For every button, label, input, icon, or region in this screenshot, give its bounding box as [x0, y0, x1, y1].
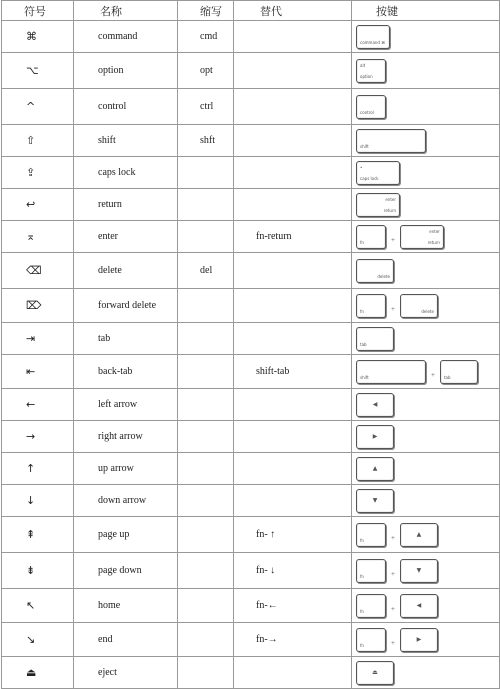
keycap-label: alt: [360, 62, 366, 68]
alt-cell: [234, 657, 352, 689]
abbr-cell: del: [178, 253, 234, 289]
alt-cell: [234, 189, 352, 221]
fn-key: [356, 225, 386, 249]
keys-cell: [352, 485, 500, 517]
abbr-cell: [178, 389, 234, 421]
name-cell: right arrow: [74, 421, 178, 453]
up-arrow-key: [400, 523, 438, 547]
keycap-label: ⏏: [372, 668, 378, 676]
name-cell: back-tab: [74, 355, 178, 389]
symbol-cell: ↖: [2, 589, 74, 623]
table-row: [2, 21, 500, 53]
abbr-cell: [178, 485, 234, 517]
keycap-label: enter: [385, 196, 396, 202]
name-cell: page up: [74, 517, 178, 553]
keycap-label: ▼: [416, 566, 422, 574]
alt-cell: [234, 21, 352, 53]
alt-cell: [234, 53, 352, 89]
symbol-cell: ⇞: [2, 517, 74, 553]
abbr-cell: [178, 189, 234, 221]
keycap-label: shift: [360, 374, 369, 380]
keycap-label: fn: [360, 642, 364, 648]
abbr-cell: cmd: [178, 21, 234, 53]
keys-cell: [352, 221, 500, 253]
keycap-label: delete: [377, 273, 390, 279]
fn-key: [356, 594, 386, 618]
table-row: [2, 289, 500, 323]
keys-cell: [352, 623, 500, 657]
keys-cell: [352, 21, 500, 53]
return-key: [356, 193, 400, 217]
name-cell: enter: [74, 221, 178, 253]
keys-cell: [352, 253, 500, 289]
fn-key: [356, 559, 386, 583]
header-keys: 按键: [352, 1, 500, 21]
alt-cell: [234, 453, 352, 485]
table-body: [2, 21, 500, 689]
name-cell: home: [74, 589, 178, 623]
symbol-cell: ⇤: [2, 355, 74, 389]
keys-cell: [352, 53, 500, 89]
down-arrow-key: [356, 489, 394, 513]
name-cell: delete: [74, 253, 178, 289]
plus-sign: +: [391, 569, 395, 578]
symbol-cell: ⌦: [2, 289, 74, 323]
table-row: [2, 189, 500, 221]
symbol-cell: ⌥: [2, 53, 74, 89]
table-row: [2, 589, 500, 623]
name-cell: up arrow: [74, 453, 178, 485]
abbr-cell: [178, 453, 234, 485]
keycap-label: command ⌘: [360, 39, 386, 45]
keycap-label: ▶: [372, 432, 378, 440]
name-cell: end: [74, 623, 178, 657]
keycap-label: ▶: [416, 635, 422, 643]
alt-cell: fn-←: [234, 589, 352, 623]
keys-cell: [352, 125, 500, 157]
alt-cell: fn-→: [234, 623, 352, 657]
symbol-cell: ^: [2, 89, 74, 125]
command-key: [356, 25, 390, 49]
symbol-cell: ←: [2, 389, 74, 421]
symbol-cell: ⌅: [2, 221, 74, 253]
keycap-label: fn: [360, 608, 364, 614]
plus-sign: +: [391, 604, 395, 613]
symbol-cell: ⇟: [2, 553, 74, 589]
name-cell: tab: [74, 323, 178, 355]
keycap-label: ▼: [372, 496, 378, 504]
shortcut-symbol-table: [1, 0, 500, 689]
table-row: [2, 623, 500, 657]
plus-sign: +: [391, 638, 395, 647]
symbol-cell: ↘: [2, 623, 74, 657]
alt-cell: [234, 485, 352, 517]
keycap-label: ◀: [416, 601, 422, 609]
keycap-label: fn: [360, 537, 364, 543]
header-symbol: 符号: [2, 1, 74, 21]
name-cell: shift: [74, 125, 178, 157]
table-row: [2, 389, 500, 421]
keycap-label: caps lock: [360, 175, 379, 181]
alt-cell: [234, 289, 352, 323]
alt-cell: [234, 125, 352, 157]
symbol-cell: →: [2, 421, 74, 453]
plus-sign: +: [391, 235, 395, 244]
abbr-cell: [178, 657, 234, 689]
symbol-cell: ⇧: [2, 125, 74, 157]
table-row: [2, 517, 500, 553]
symbol-cell: ⇥: [2, 323, 74, 355]
table-row: [2, 53, 500, 89]
shift-key: [356, 360, 426, 384]
table-header-row: [2, 1, 500, 21]
table-row: [2, 657, 500, 689]
plus-sign: +: [391, 533, 395, 542]
keycap-label: fn: [360, 308, 364, 314]
symbol-cell: ⌫: [2, 253, 74, 289]
table-row: [2, 125, 500, 157]
header-name: 名称: [74, 1, 178, 21]
alt-cell: [234, 323, 352, 355]
delete-key: [356, 259, 394, 283]
keycap-label: shift: [360, 143, 369, 149]
alt-cell: [234, 253, 352, 289]
keycap-label: delete: [421, 308, 434, 314]
delete-key: [400, 294, 438, 318]
name-cell: eject: [74, 657, 178, 689]
fn-key: [356, 628, 386, 652]
symbol-cell: ⇪: [2, 157, 74, 189]
abbr-cell: [178, 355, 234, 389]
abbr-cell: [178, 421, 234, 453]
abbr-cell: [178, 553, 234, 589]
table-row: [2, 355, 500, 389]
table-row: [2, 485, 500, 517]
keycap-label: tab: [360, 341, 367, 347]
keycap-label: ◀: [372, 400, 378, 408]
keys-cell: [352, 89, 500, 125]
symbol-cell: ↑: [2, 453, 74, 485]
alt-cell: [234, 389, 352, 421]
symbol-cell: ↩: [2, 189, 74, 221]
abbr-cell: shft: [178, 125, 234, 157]
keys-cell: [352, 589, 500, 623]
left-arrow-key: [400, 594, 438, 618]
table-row: [2, 323, 500, 355]
keys-cell: [352, 157, 500, 189]
keycap-label: enter: [429, 228, 440, 234]
fn-key: [356, 523, 386, 547]
keys-cell: [352, 657, 500, 689]
tab-key: [356, 327, 394, 351]
abbr-cell: [178, 221, 234, 253]
plus-sign: +: [431, 370, 435, 379]
table-row: [2, 89, 500, 125]
keycap-label: fn: [360, 239, 364, 245]
name-cell: option: [74, 53, 178, 89]
keycap-label: control: [360, 109, 374, 115]
abbr-cell: [178, 623, 234, 657]
header-abbr: 缩写: [178, 1, 234, 21]
keys-cell: [352, 453, 500, 485]
left-arrow-key: [356, 393, 394, 417]
name-cell: return: [74, 189, 178, 221]
fn-key: [356, 294, 386, 318]
keys-cell: [352, 517, 500, 553]
symbol-cell: ↓: [2, 485, 74, 517]
table-row: [2, 553, 500, 589]
eject-key: [356, 661, 394, 685]
header-alt: 替代: [234, 1, 352, 21]
alt-cell: [234, 89, 352, 125]
alt-cell: [234, 421, 352, 453]
table-row: [2, 157, 500, 189]
abbr-cell: ctrl: [178, 89, 234, 125]
table-row: [2, 253, 500, 289]
keycap-label: •: [360, 164, 363, 170]
name-cell: forward delete: [74, 289, 178, 323]
keycap-label: return: [427, 239, 440, 245]
name-cell: down arrow: [74, 485, 178, 517]
symbol-cell: ⌘: [2, 21, 74, 53]
return-key: [400, 225, 444, 249]
option-key: [356, 59, 386, 83]
keycap-label: return: [383, 207, 396, 213]
alt-cell: fn- ↓: [234, 553, 352, 589]
keys-cell: [352, 323, 500, 355]
control-key: [356, 95, 386, 119]
plus-sign: +: [391, 304, 395, 313]
keycap-label: tab: [443, 374, 451, 380]
keys-cell: [352, 355, 500, 389]
keycap-label: ▲: [416, 530, 422, 538]
keys-cell: [352, 289, 500, 323]
abbr-cell: opt: [178, 53, 234, 89]
keycap-label: fn: [360, 573, 364, 579]
right-arrow-key: [400, 628, 438, 652]
table-row: [2, 221, 500, 253]
abbr-cell: [178, 323, 234, 355]
caps-lock-key: [356, 161, 400, 185]
name-cell: page down: [74, 553, 178, 589]
abbr-cell: [178, 157, 234, 189]
name-cell: control: [74, 89, 178, 125]
name-cell: left arrow: [74, 389, 178, 421]
table-row: [2, 421, 500, 453]
table-row: [2, 453, 500, 485]
abbr-cell: [178, 289, 234, 323]
shift-key: [356, 129, 426, 153]
tab-key: [440, 360, 478, 384]
alt-cell: shift-tab: [234, 355, 352, 389]
keycap-label: ▲: [372, 464, 378, 472]
keys-cell: [352, 421, 500, 453]
down-arrow-key: [400, 559, 438, 583]
keys-cell: [352, 189, 500, 221]
up-arrow-key: [356, 457, 394, 481]
name-cell: caps lock: [74, 157, 178, 189]
abbr-cell: [178, 589, 234, 623]
alt-cell: [234, 157, 352, 189]
symbol-cell: ⏏: [2, 657, 74, 689]
keys-cell: [352, 553, 500, 589]
right-arrow-key: [356, 425, 394, 449]
keys-cell: [352, 389, 500, 421]
abbr-cell: [178, 517, 234, 553]
name-cell: command: [74, 21, 178, 53]
keycap-label: option: [360, 73, 373, 79]
alt-cell: fn- ↑: [234, 517, 352, 553]
alt-cell: fn-return: [234, 221, 352, 253]
